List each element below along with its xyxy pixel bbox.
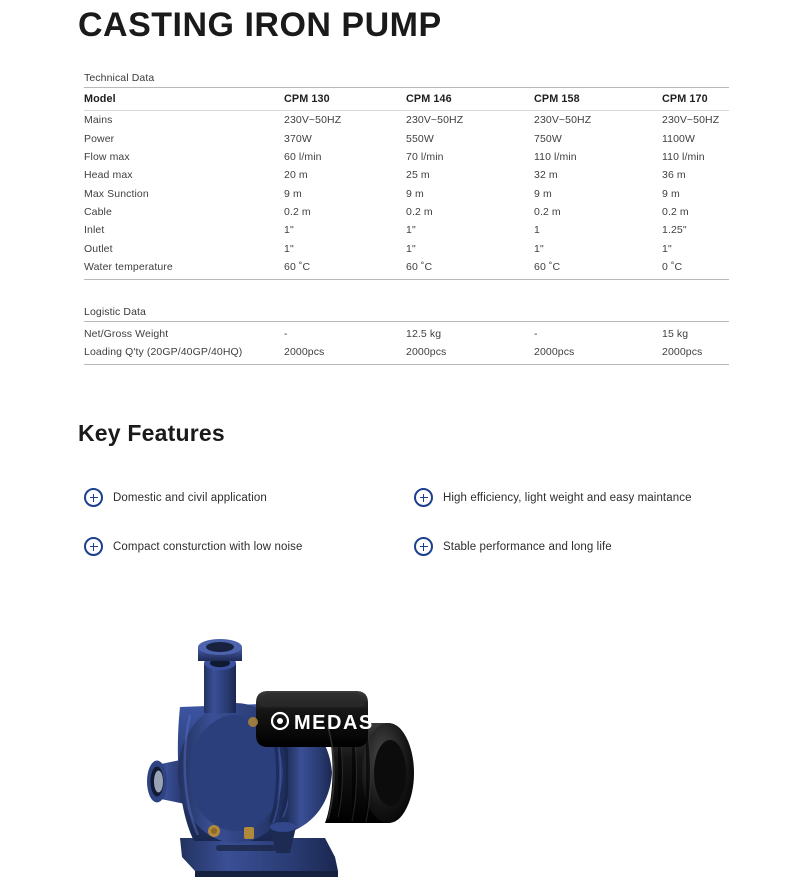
- cell-value: 0.2 m: [662, 206, 689, 219]
- feature-label: Stable performance and long life: [443, 540, 612, 553]
- row-label: Net/Gross Weight: [84, 322, 284, 344]
- plus-circle-icon: [84, 488, 103, 507]
- cell-value: 110 l/min: [534, 150, 577, 163]
- feature-label: High efficiency, light weight and easy maintance: [443, 491, 692, 504]
- logistic-data-table: [84, 321, 729, 365]
- cell-value: 25 m: [406, 169, 430, 182]
- cell-value: 0 ˚C: [662, 258, 729, 280]
- cell-value: 15 kg: [662, 322, 729, 344]
- column-header-cpm158: CPM 158: [534, 88, 662, 111]
- row-label: Power: [84, 132, 115, 145]
- cell-value: 1100W: [662, 132, 695, 145]
- cell-value: 2000pcs: [662, 343, 729, 365]
- cell-value: 1": [406, 224, 416, 237]
- cell-value: 12.5 kg: [406, 322, 534, 344]
- cell-value: 1": [662, 242, 672, 255]
- cell-value: 1": [406, 242, 416, 255]
- cell-value: 36 m: [662, 169, 686, 182]
- feature-label: Compact consturction with low noise: [113, 540, 303, 553]
- cell-value: 1": [534, 242, 544, 255]
- row-label: Cable: [84, 206, 112, 219]
- feature-item: [414, 488, 744, 507]
- key-features-list: [84, 488, 744, 556]
- table-row: [84, 322, 729, 344]
- column-header-cpm130: CPM 130: [284, 88, 406, 111]
- cell-value: 1": [284, 242, 294, 255]
- plus-circle-icon: [414, 488, 433, 507]
- plus-circle-icon: [414, 537, 433, 556]
- technical-data-block: [84, 72, 729, 280]
- casting-iron-pump-photo: [120, 595, 460, 880]
- cell-value: 60 ˚C: [534, 258, 662, 280]
- cell-value: 2000pcs: [406, 343, 534, 365]
- feature-label: Domestic and civil application: [113, 491, 267, 504]
- table-row: [84, 203, 729, 221]
- cell-value: 1.25": [662, 224, 687, 237]
- feature-item: [84, 488, 414, 507]
- row-label: Head max: [84, 169, 133, 182]
- feature-item: [84, 537, 414, 556]
- table-row: [84, 258, 729, 280]
- technical-data-table: [84, 87, 729, 280]
- cell-value: 750W: [534, 132, 562, 145]
- page-title: CASTING IRON PUMP: [78, 6, 442, 44]
- cell-value: 230V~50HZ: [284, 114, 342, 127]
- row-label: Inlet: [84, 224, 105, 237]
- row-label: Loading Q'ty (20GP/40GP/40HQ): [84, 343, 284, 365]
- logistic-data-block: [84, 306, 729, 365]
- row-label: Mains: [84, 114, 113, 127]
- cell-value: -: [284, 322, 406, 344]
- row-label: Flow max: [84, 150, 130, 163]
- column-header-model: Model: [84, 88, 284, 111]
- table-row: [84, 240, 729, 258]
- table-row: [84, 343, 729, 365]
- cell-value: 550W: [406, 132, 434, 145]
- table-row: [84, 111, 729, 130]
- cell-value: 9 m: [284, 187, 302, 200]
- cell-value: 2000pcs: [534, 343, 662, 365]
- cell-value: 60 ˚C: [406, 258, 534, 280]
- cell-value: 0.2 m: [284, 206, 311, 219]
- cell-value: 60 ˚C: [284, 258, 406, 280]
- cell-value: 2000pcs: [284, 343, 406, 365]
- cell-value: 230V~50HZ: [406, 114, 464, 127]
- row-label: Outlet: [84, 242, 113, 255]
- table-row: [84, 185, 729, 203]
- cell-value: 0.2 m: [406, 206, 433, 219]
- cell-value: 0.2 m: [534, 206, 561, 219]
- column-header-cpm170: CPM 170: [662, 88, 729, 111]
- table-row: [84, 221, 729, 239]
- cell-value: 20 m: [284, 169, 308, 182]
- cell-value: 9 m: [406, 187, 424, 200]
- cell-value: 370W: [284, 132, 312, 145]
- svg-text:MEDAS: MEDAS: [294, 712, 374, 734]
- row-label: Water temperature: [84, 258, 284, 280]
- cell-value: 60 l/min: [284, 150, 322, 163]
- cell-value: 70 l/min: [406, 150, 444, 163]
- table-row: [84, 148, 729, 166]
- cell-value: -: [534, 322, 662, 344]
- cell-value: 110 l/min: [662, 150, 705, 163]
- cell-value: 230V~50HZ: [534, 114, 592, 127]
- row-label: Max Sunction: [84, 187, 149, 200]
- logistic-data-caption: Logistic Data: [84, 306, 146, 318]
- cell-value: 32 m: [534, 169, 558, 182]
- feature-item: [414, 537, 744, 556]
- cell-value: 1: [534, 224, 540, 237]
- cell-value: 9 m: [534, 187, 552, 200]
- cell-value: 230V~50HZ: [662, 114, 720, 127]
- table-header-row: [84, 88, 729, 111]
- key-features-heading: Key Features: [78, 420, 225, 446]
- table-row: [84, 129, 729, 147]
- technical-data-caption: Technical Data: [84, 72, 155, 84]
- cell-value: 1": [284, 224, 294, 237]
- cell-value: 9 m: [662, 187, 680, 200]
- column-header-cpm146: CPM 146: [406, 88, 534, 111]
- plus-circle-icon: [84, 537, 103, 556]
- table-row: [84, 166, 729, 184]
